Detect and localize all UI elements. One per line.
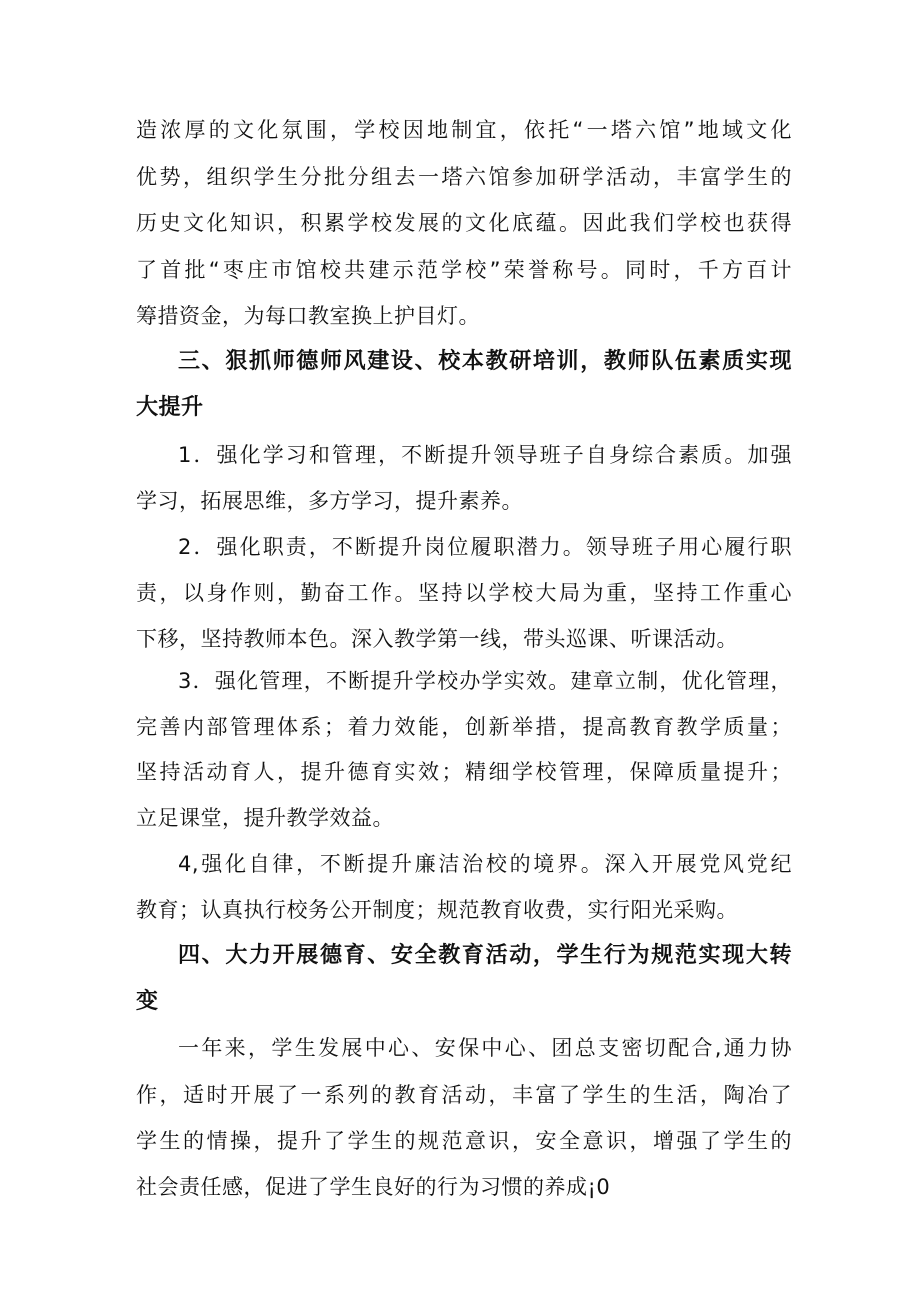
body-text-line: 2．强化职责，不断提升岗位履职潜力。领导班子用心履行职 xyxy=(178,535,792,559)
body-text-line: 1．强化学习和管理，不断提升领导班子自身综合素质。加强 xyxy=(178,443,792,467)
body-text-line: 社会责任感，促进了学生良好的行为习惯的养成¡0 xyxy=(136,1175,611,1199)
body-text-line: 一年来，学生发展中心、安保中心、团总支密切配合,通力协 xyxy=(178,1036,792,1060)
body-text-line: 教育；认真执行校务公开制度；规范教育收费，实行阳光采购。 xyxy=(136,898,738,922)
section-heading: 大提升 xyxy=(136,395,204,420)
body-text-line: 造浓厚的文化氛围，学校因地制宜，依托“一塔六馆”地域文化 xyxy=(136,118,792,142)
body-text-line: 坚持活动育人，提升德育实效；精细学校管理，保障质量提升； xyxy=(136,760,792,784)
section-heading: 变 xyxy=(136,989,159,1014)
body-text-line: 作，适时开展了一系列的教育活动，丰富了学生的生活，陶冶了 xyxy=(136,1083,792,1107)
section-heading: 三、狠抓师德师风建设、校本教研培训，教师队伍素质实现 xyxy=(178,349,792,374)
body-text-line: 了首批“枣庄市馆校共建示范学校”荣誉称号。同时，千方百计 xyxy=(136,258,792,282)
body-text-line: 筹措资金，为每口教室换上护目灯。 xyxy=(136,304,480,328)
body-text-line: 历史文化知识，积累学校发展的文化底蕴。因此我们学校也获得 xyxy=(136,211,792,235)
body-text-line: 4,强化自律，不断提升廉洁治校的境界。深入开展党风党纪 xyxy=(178,852,792,876)
body-text-line: 优势，组织学生分批分组去一塔六馆参加研学活动，丰富学生的 xyxy=(136,165,792,189)
body-text-line: 3．强化管理，不断提升学校办学实效。建章立制，优化管理， xyxy=(178,669,792,693)
section-heading: 四、大力开展德育、安全教育活动，学生行为规范实现大转 xyxy=(178,943,792,968)
body-text-line: 学习，拓展思维，多方学习，提升素养。 xyxy=(136,489,523,513)
body-text-line: 学生的情操，提升了学生的规范意识，安全意识，增强了学生的 xyxy=(136,1129,792,1153)
body-text-line: 完善内部管理体系；着力效能，创新举措，提高教育教学质量； xyxy=(136,715,792,739)
body-text-line: 责，以身作则，勤奋工作。坚持以学校大局为重，坚持工作重心 xyxy=(136,581,792,605)
body-text-line: 下移，坚持教师本色。深入教学第一线，带头巡课、听课活动。 xyxy=(136,627,738,651)
body-text-line: 立足课堂，提升教学效益。 xyxy=(136,806,394,830)
